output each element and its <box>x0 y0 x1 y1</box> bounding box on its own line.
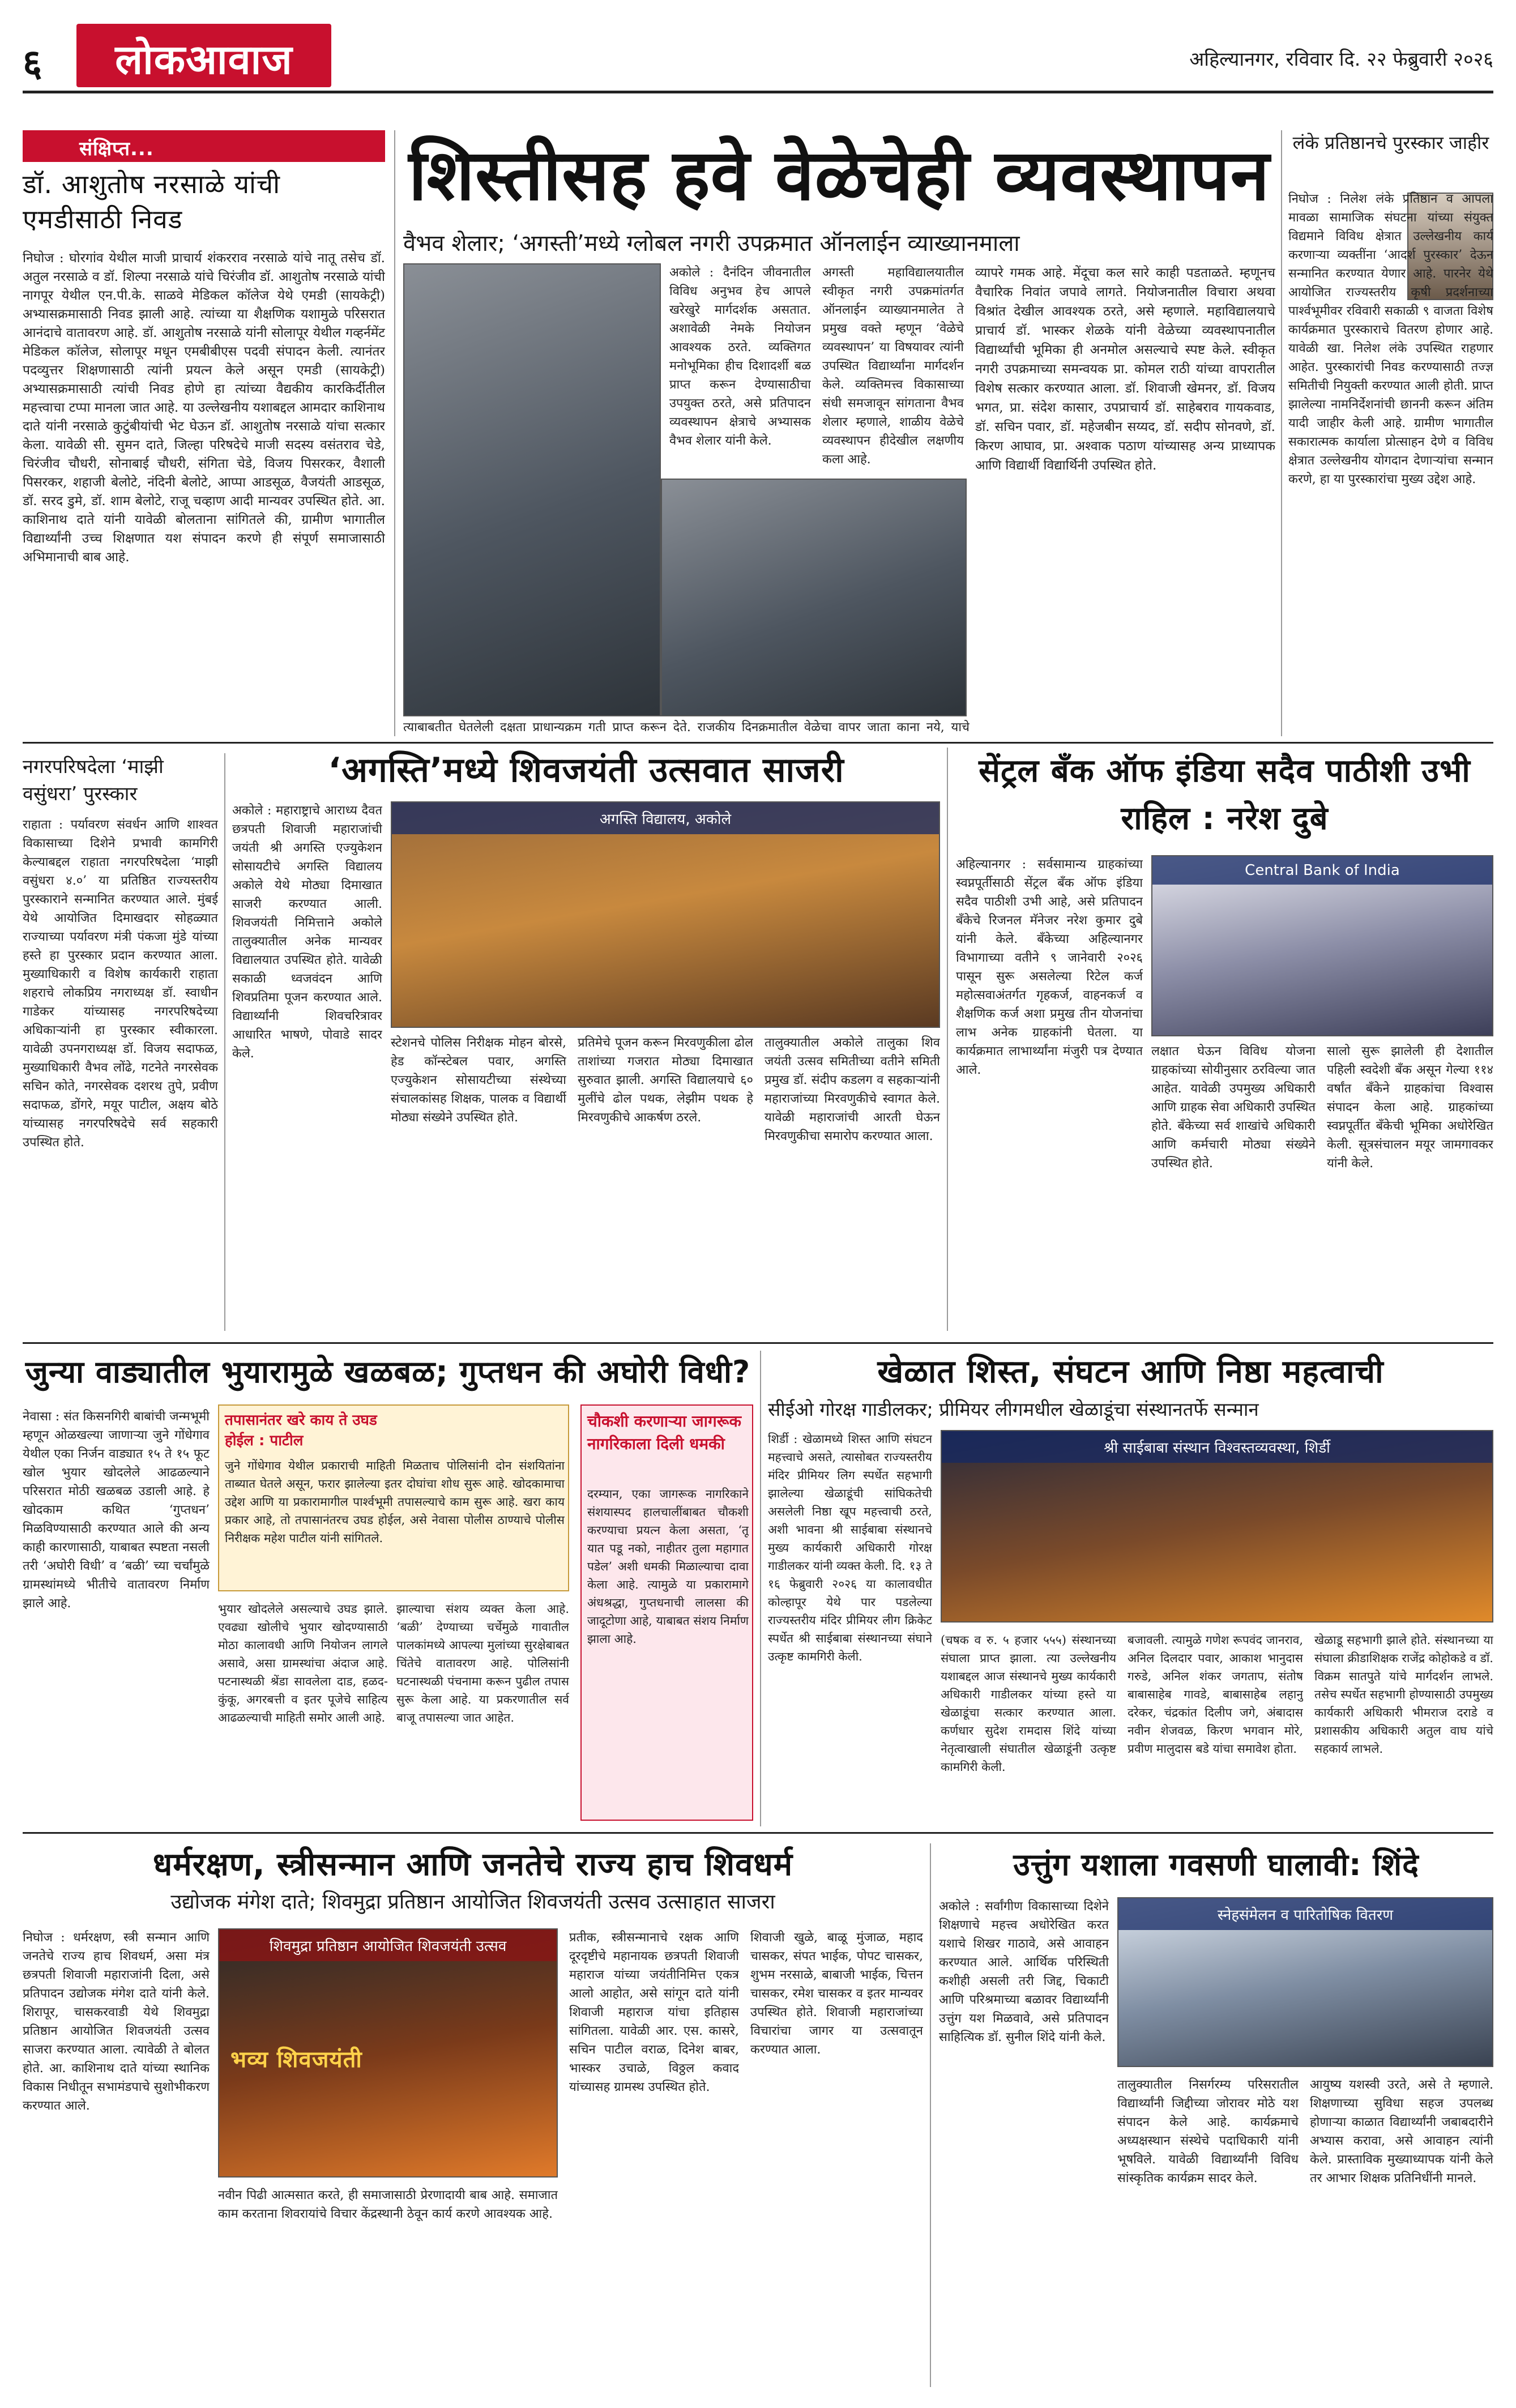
section-rule <box>23 1342 1493 1344</box>
shivjayanti-photo <box>391 801 940 1028</box>
shivjayanti-col-3: तालुक्यातील अकोले तालुका शिव जयंती उत्सव समितीच्या वतीने समिती प्रमुख डॉ. संदीप कडलग व सहकाऱ्यांनी महाराजांच्या मिरवणुकीचे स्वागत केले. यावेळी महाराजांची आरती घेऊन मिरवणुकीचा समारोप करण्यात आला. <box>765 1036 940 1143</box>
main-col-3: व्यापरे गमक आहे. मेंदूचा कल सारे काही पडताळते. म्हणूनच वैचारिक निवांत जपावे लागते. नियोजनातील विचारा अथवा विश्रांत देखील आवश्यक ठरते, असे म्हणाले. महाविद्यालयाचे प्राचार्य डॉ. भास्कर शेळके यांनी वेळेच्या व्यवस्थापनातील विद्यार्थ्यांची भूमिका ही अनमोल असल्याचे स्पष्ट केले. स्वीकृत नगरी उपक्रमाच्या समन्वयक प्रा. कोमल राठी यांच्या वापरातील विशेष सत्कार करण्यात आला. डॉ. शिवाजी खेमनर, डॉ. विजय भगत, प्रा. संदेश कासार, उपप्राचार्य डॉ. साहेबराव गायकवाड, डॉ. सचिन पवार, डॉ. महेजबीन सय्यद, डॉ. सदीप सोनवणे, डॉ. किरण आघाव, प्रा. अश्वाक पठाण यांच्यासह अन्य प्राध्यापक आणि विद्यार्थी विद्यार्थिनी उपस्थित होते. <box>975 266 1275 473</box>
divider <box>930 1843 931 2387</box>
shivjayanti-body-left: अकोले : महाराष्ट्राचे आराध्य दैवत छत्रपती शिवाजी महाराजांची जयंती श्री अगस्ति एज्युकेशन सोसायटीचे अगस्ति विद्यालय अकोले येथे मोठ्या दिमाखात साजरी करण्यात आली. शिवजयंती निमित्ताने अकोले तालुक्यातील अनेक मान्यवर विद्यालयात उपस्थित होते. यावेळी सकाळी ध्वजवंदन आणि शिवप्रतिमा पूजन करण्यात आले. विद्यार्थ्यांनी शिवचरित्रावर आधारित भाषणे, पोवाडे सादर केले. <box>232 804 382 1061</box>
tunnel-col-1: भुयार खोदलेले असल्याचे उघड झाले. एवढ्या खोलीचे भुयार खोदण्यासाठी मोठा कालावधी आणि नियोजन लागले असावे, असा ग्रामस्थांचा अंदाज आहे. पटनास्थळी श्रेंडा सावलेला दाड, हळद-कुंकू, अगरबत्ती व इतर पूजेचे साहित्य आढळल्याची माहिती समोर आली आहे. <box>218 1602 388 1724</box>
shinde-section <box>939 1843 1493 2387</box>
brief-tag-label: संक्षिप्त... <box>79 138 154 160</box>
shivjayanti-photo-label: अगस्ति विद्यालय, अकोले <box>392 802 939 834</box>
shivjayanti-col-1: स्टेशनचे पोलिस निरीक्षक मोहन बोरसे, हेड कॉन्स्टेबल पवार, अगस्ति एज्युकेशन सोसायटीच्या संस्थेच्या संचालकांसह शिक्षक, पालक व विद्यार्थी मोठ्या संख्येने उपस्थित होते. <box>391 1036 566 1125</box>
tunnel-headline: जुन्या वाड्यातील भुयारामुळे खळबळ; गुप्तधन की अघोरी विधी? <box>25 1354 751 1390</box>
brief-body: निघोज : घोरगांव येथील माजी प्राचार्य शंकरराव नरसाळे यांचे नातू तसेच डॉ. अतुल नरसाळे व डॉ. शिल्पा नरसाळे यांचे चिरंजीव डॉ. आशुतोष नरसाळे यांची नागपूर येथील एन.पी.के. साळवे मेडिकल कॉलेज येथे एमडी (सायकेट्री) अभ्यासक्रमासाठी निवड झाली आहे. त्यांच्या या शैक्षणिक यशामुळे परिसरात आनंदाचे वातावरण आहे. डॉ. आशुतोष नरसाळे यांनी सोलापूर येथील गव्हर्नमेंट मेडिकल कॉलेज, सोलापूर मधून एमबीबीएस पदवी संपादन केली. त्यानंतर पदव्युत्तर शिक्षणासाठी त्यांनी प्रयत्न केले असून एमडी (सायकेट्री) अभ्यासक्रमासाठी त्यांची निवड होणे हा त्यांच्या वैद्यकीय कारकिर्दीतील महत्त्वाचा टप्पा मानला जात आहे. या उल्लेखनीय यशाबद्दल आमदार काशिनाथ दाते यांनी नरसाळे कुटुंबीयांची भेट घेऊन डॉ. आशुतोष नरसाळे यांचा सत्कार केला. यावेळी सी. सुमन दाते, जिल्हा परिषदेचे माजी सदस्य वसंतराव चेडे, चिरंजीव चौधरी, सोनाबाई चौधरी, संगिता चेडे, विजय पिसरकर, वैशाली पिसरकर, शहाजी बेलोटे, नंदिनी बेलोटे, आप्पा आडसूळ, वैजयंती आडसूळ, डॉ. सरद डुमे, डॉ. शाम बेलोटे, राजू चव्हाण आदी मान्यवर उपस्थित होते. आ. काशिनाथ दाते यांनी यावेळी बोलताना सांगितले की, ग्रामीण भागातील विद्यार्थ्यांनी उच्च शिक्षणात यश संपादन करणे ही संपूर्ण समाजासाठी अभिमानाची बाब आहे. <box>23 251 385 565</box>
main-col-2: अगस्ती महाविद्यालयातील स्वीकृत नगरी उपक्रमांतर्गत ऑनलाईन व्याख्यानमालेत ते प्रमुख वक्ते म्हणून ‘वेळेचे व्यवस्थापन’ या विषयावर त्यांनी उपस्थित विद्यार्थ्यांना मार्गदर्शन केले. व्यक्तिमत्त्व विकासाच्या संधी समजावून सांगताना वैभव शेलार म्हणाले, शाळीय वेळेचे व्यवस्थापन हीदेखील लक्षणीय कला आहे. <box>822 266 964 467</box>
main-story <box>403 130 1275 736</box>
tunnel-section <box>23 1351 753 1826</box>
sports-photo-label: श्री साईबाबा संस्थान विश्वस्तव्यवस्था, शिर्डी <box>942 1431 1492 1463</box>
shivjayanti-headline: ‘अगस्ति’मध्ये शिवजयंती उत्सवात साजरी <box>328 750 844 790</box>
patil-box-body: जुने गोंधेगाव येथील प्रकाराची माहिती मिळताच पोलिसांनी दोन संशयितांना ताब्यात घेतले असून, फरार झालेल्या इतर दोघांचा शोध सुरू आहे. खोदकामाचा उद्देश आणि या प्रकारामागील पार्श्वभूमी तपासल्याचे काम सुरू आहे. खरा काय प्रकार आहे, तो तपासानंतरच उघड होईल, असे नेवासा पोलीस ठाण्याचे पोलीस निरीक्षक महेश पाटील यांनी सांगितले. <box>225 1459 565 1545</box>
shivdharma-col-2: शिवाजी खुळे, बाळू मुंजाळ, महाद चासकर, संपत भाईक, पोपट चासकर, शुभम नरसाळे, बाबाजी भाईक, चित्तन चासकर, रमेश चासकर व इतर मान्यवर उपस्थित होते. शिवाजी महाराजांच्या विचारांचा जागर या उत्सवातून करण्यात आला. <box>750 1931 923 2057</box>
divider <box>224 753 225 1331</box>
sports-col-1: (चषक व रु. ५ हजार ५५५) संस्थानच्या संघाला प्राप्त झाला. त्या उल्लेखनीय यशाबद्दल आज संस्थानचे मुख्य कार्यकारी अधिकारी गाडीलकर यांच्या हस्ते या खेळाडूंचा सत्कार करण्यात आला. कर्णधार सुदेश रामदास शिंदे यांच्या नेतृत्वाखाली संघातील खेळाडूंनी उत्कृष्ट कामगिरी केली. <box>941 1633 1116 1774</box>
sports-col-2: बजावली. त्यामुळे गणेश रूपवंद जानराव, अनिल दिलदार पवार, आकाश भानुदास गरुडे, अनिल शंकर जगताप, संतोष बाबासाहेब गावडे, बाबासाहेब लहानु दरेकर, चंद्रकांत दिलीप जगे, अंबादास नवीन शेजवळ, किरण भगवान मोरे, प्रवीण मालुदास बडे यांचा समावेश होता. <box>1128 1633 1303 1756</box>
shinde-body-left: अकोले : सर्वांगीण विकासाच्या दिशेने शिक्षणाचे महत्त्व अधोरेखित करत यशाचे शिखर गाठावे, असे आवाहन करण्यात आले. आर्थिक परिस्थिती कशीही असली तरी जिद्द, चिकाटी आणि परिश्रमाच्या बळावर विद्यार्थ्यांनी उत्तुंग यश मिळवावे, असे प्रतिपादन साहित्यिक डॉ. सुनील शिंदे यांनी केले. <box>939 1899 1109 2044</box>
threat-box <box>580 1404 753 1821</box>
central-bank-body-left: अहिल्यानगर : सर्वसामान्य ग्राहकांच्या स्वप्नपूर्तीसाठी सेंट्रल बँक ऑफ इंडिया सदैव पाठीशी उभी आहे, असे प्रतिपादन बँकेचे रिजनल मॅनेजर नरेश कुमार दुबे यांनी केले. बँकेच्या अहिल्यानगर विभागाच्या वतीने ९ जानेवारी २०२६ पासून सुरू असलेल्या रिटेल कर्ज महोत्सवाअंतर्गत गृहकर्ज, वाहनकर्ज व शैक्षणिक कर्ज अशा प्रमुख तीन योजनांचा लाभ अनेक ग्राहकांनी घेतला. या कार्यक्रमात लाभार्थ्यांना मंजुरी पत्र देण्यात आले. <box>956 857 1143 1077</box>
main-photo-caption: त्याबाबतीत घेतलेली दक्षता प्राधान्यक्रम गती प्राप्त करून देते. राजकीय दिनक्रमातील वेळेचा वापर जाता काना नये, याचे <box>403 720 970 735</box>
shivdharma-caption: नवीन पिढी आत्मसात करते, ही समाजासाठी प्रेरणादायी बाब आहे. समाजात काम करताना शिवरायांचे विचार केंद्रस्थानी ठेवून कार्य करणे आवश्यक आहे. <box>218 2188 558 2221</box>
central-bank-headline: सेंट्रल बँक ऑफ इंडिया सदैव पाठीशी उभी राहिल : नरेश दुबे <box>979 753 1471 837</box>
shivjayanti-section <box>232 748 940 1337</box>
sports-photo <box>941 1430 1493 1623</box>
shinde-photo-label: स्नेहसंमेलन व पारितोषिक वितरण <box>1118 1898 1492 1930</box>
shivdharma-section <box>23 1843 923 2387</box>
main-col-1: अकोले : दैनंदिन जीवनातील विविध अनुभव हेच आपले खरेखुरे मार्गदर्शक असतात. अशावेळी नेमके नियोजन आवश्यक ठरते. व्यक्तिगत मनोभूमिका हीच दिशादर्शी बळ प्राप्त करून देण्यासाठीचा उपयुक्त ठरते, असे प्रतिपादन व्यवस्थापन क्षेत्राचे अभ्यासक वैभव शेलार यांनी केले. <box>669 266 811 448</box>
brief-headline: डॉ. आशुतोष नरसाळे यांची एमडीसाठी निवड <box>23 169 281 234</box>
shivdharma-photo <box>218 1928 558 2178</box>
sports-col-3: खेळाडू सहभागी झाले होते. संस्थानच्या या संघाला क्रीडाशिक्षक राजेंद्र कोहोकडे व डॉ. विक्रम सातपुते यांचे मार्गदर्शन लाभले. तसेच स्पर्धेत सहभागी होण्यासाठी उपमुख्य कार्यकारी अधिकारी भीमराज दराडे व प्रशासकीय अधिकारी अतुल वाघ यांचे सहकार्य लाभले. <box>1314 1633 1493 1756</box>
sports-section <box>768 1351 1493 1826</box>
main-photo <box>403 263 661 716</box>
section-rule <box>23 742 1493 744</box>
shivdharma-col-1: प्रतीक, स्त्रीसन्मानाचे रक्षक आणि दूरदृष्टीचे महानायक छत्रपती शिवाजी महाराज यांच्या जयंतीनिमित्त एकत्र आलो आहोत, असे सांगून दाते यांनी शिवाजी महाराज यांचा इतिहास सांगितला. यावेळी आर. एस. कासरे, सचिन पाटील वराळ, दिनेश बाबर, भास्कर उचाळे, विठ्ठल कवाद यांच्यासह ग्रामस्थ उपस्थित होते. <box>569 1931 739 2094</box>
divider <box>1281 130 1282 736</box>
shivdharma-photo-banner: भव्य शिवजयंती <box>230 2047 362 2073</box>
shivdharma-subhead: उद्योजक मंगेश दाते; शिवमुद्रा प्रतिष्ठान आयोजित शिवजयंती उत्सव उत्साहात साजरा <box>170 1890 775 1914</box>
dateline: अहिल्यानगर, रविवार दि. २२ फेब्रुवारी २०२६ <box>1189 48 1493 71</box>
divider <box>394 130 395 736</box>
central-bank-col-1: लक्षात घेऊन विविध योजना ग्राहकांच्या सोयीनुसार ठरविल्या जात आहेत. यावेळी उपमुख्य अधिकारी आणि ग्राहक सेवा अधिकारी उपस्थित होते. बँकेच्या सर्व शाखांचे अधिकारी आणि कर्मचारी मोठ्या संख्येने उपस्थित होते. <box>1151 1044 1316 1171</box>
main-headline: शिस्तीसह हवे वेळेचेही व्यवस्थापन <box>408 135 1270 216</box>
shivjayanti-col-2: प्रतिमेचे पूजन करून मिरवणुकीला ढोल ताशांच्या गजरात मोठ्या दिमाखात सुरुवात झाली. अगस्ति विद्यालयाचे ६० मुलींचे ढोल पथक, लेझीम पथक हे मिरवणुकीचे आकर्षण ठरले. <box>578 1036 753 1125</box>
patil-box <box>218 1404 569 1591</box>
main-subhead: वैभव शेलार; ‘अगस्ती’मध्ये ग्लोबल नगरी उपक्रमात ऑनलाईन व्याख्यानमाला <box>403 230 1020 257</box>
page-number: ६ <box>23 41 43 85</box>
shinde-photo <box>1117 1897 1493 2067</box>
shivdharma-body-left: निघोज : धर्मरक्षण, स्त्री सन्मान आणि जनतेचे राज्य हाच शिवधर्म, असा मंत्र छत्रपती शिवाजी महाराजांनी दिला, असे प्रतिपादन उद्योजक मंगेश दाते यांनी केले. शिरापूर, चासकरवाडी येथे शिवमुद्रा प्रतिष्ठान आयोजित शिवजयंती उत्सव साजरा करण्यात आला. त्यावेळी ते बोलत होते. आ. काशिनाथ दाते यांच्या स्थानिक विकास निधीतून सभामंडपाचे सुशोभीकरण करण्यात आले. <box>23 1931 210 2113</box>
vasundhara-body: राहाता : पर्यावरण संवर्धन आणि शाश्वत विकासाच्या दिशेने प्रभावी कामगिरी केल्याबद्दल राहाता नगरपरिषदेला ‘माझी वसुंधरा ४.०’ या प्रतिष्ठित राज्यस्तरीय पुरस्काराने सन्मानित करण्यात आले. मुंबई येथे आयोजित दिमाखदार सोहळ्यात राज्याच्या पर्यावरण मंत्री पंकजा मुंडे यांच्या हस्ते हा पुरस्कार प्रदान करण्यात आला. मुख्याधिकारी व विशेष कार्यकारी राहाता शहराचे लोकप्रिय नगराध्यक्ष डॉ. स्वाधीन गाडेकर यांच्यासह नगरपरिषदेच्या अधिकाऱ्यांनी हा पुरस्कार स्वीकारला. यावेळी उपनगराध्यक्ष डॉ. विजय सदाफळ, मुख्याधिकारी वैभव लोंढे, गटनेते नगरसेवक सचिन कोते, नगरसेवक दशरथ तुपे, प्रवीण सदाफळ, डोंगरे, मयूर पाटील, अक्षय बोठे यांच्यासह नगरपरिषदेचे सर्व सहकारी उपस्थित होते. <box>23 818 218 1150</box>
sports-body-left: शिर्डी : खेळामध्ये शिस्त आणि संघटन महत्त्वाचे असते, त्यासोबत राज्यस्तरीय मंदिर प्रीमियर लिग स्पर्धेत सहभागी झालेल्या खेळाडूंची सांघिकतेची असलेली निष्ठा खूप महत्त्वाची ठरते, अशी भावना श्री साईबाबा संस्थानचे मुख्य कार्यकारी अधिकारी गोरक्ष गाडीलकर यांनी व्यक्त केली. दि. १३ ते १६ फेब्रुवारी २०२६ या कालावधीत कोल्हापूर येथे पार पडलेल्या राज्यस्तरीय मंदिर प्रीमियर लीग क्रिकेट स्पर्धेत श्री साईबाबा संस्थानच्या संघाने उत्कृष्ट कामगिरी केली. <box>768 1432 932 1663</box>
main-photo-wide <box>661 479 967 716</box>
award-body: निघोज : निलेश लंके प्रतिष्ठान व आपला मावळा सामाजिक संघटना यांच्या संयुक्त विद्यमाने विविध क्षेत्रात उल्लेखनीय कार्य करणाऱ्या व्यक्तींना ‘आदर्श पुरस्कार’ देऊन सन्मानित करण्यात येणार आहे. पारनेर येथे आयोजित राज्यस्तरीय कृषी प्रदर्शनाच्या पार्श्वभूमीवर रविवारी सकाळी ९ वाजता विशेष कार्यक्रमात पुरस्काराचे वितरण होणार आहे. यावेळी खा. निलेश लंके उपस्थित राहणार आहेत. पुरस्कारांची निवड करण्यासाठी तज्ज्ञ समितीची नियुक्ती करण्यात आली होती. प्राप्त झालेल्या नामनिर्देशनांची छाननी करून अंतिम यादी जाहीर केली आहे. ग्रामीण भागातील सकारात्मक कार्याला प्रोत्साहन देणे व विविध क्षेत्रात उल्लेखनीय योगदान देणाऱ्यांचा सन्मान करणे, हा या पुरस्कारांचा मुख्य उद्देश आहे. <box>1288 192 1493 486</box>
tunnel-col-2: झाल्याचा संशय व्यक्त केला आहे. ‘बळी’ देण्याच्या चर्चेमुळे गावातील पालकांमध्ये आपल्या मुलांच्या सुरक्षेबाबत चिंतेचे वातावरण आहे. पोलिसांनी घटनास्थळी पंचनामा करून पुढील तपास सुरू केला आहे. या प्रकरणातील सर्व बाजू तपासल्या जात आहेत. <box>396 1602 569 1724</box>
award-section <box>1288 130 1493 736</box>
masthead-rule <box>23 91 1493 93</box>
central-bank-section <box>956 748 1493 1337</box>
threat-box-body: दरम्यान, एका जागरूक नागरिकाने संशयास्पद हालचालींबाबत चौकशी करण्याचा प्रयत्न केला असता, ‘तू यात पडू नको, नाहीतर तुला महागात पडेल’ अशी धमकी मिळाल्याचा दावा केला आहे. त्यामुळे या प्रकारामागे अंधश्रद्धा, गुप्तधनाची लालसा की जादूटोणा आहे, याबाबत संशय निर्माण झाला आहे. <box>587 1487 749 1646</box>
paper-logo <box>76 24 331 87</box>
divider <box>760 1351 761 1826</box>
central-bank-photo-label: Central Bank of India <box>1152 856 1492 885</box>
vasundhara-headline: नगरपरिषदेला ‘माझी वसुंधरा’ पुरस्कार <box>23 755 164 805</box>
sports-subhead: सीईओ गोरक्ष गाडीलकर; प्रीमियर लीगमधील खेळाडूंचा संस्थानतर्फे सन्मान <box>768 1398 1259 1420</box>
divider <box>947 748 948 1331</box>
shivdharma-headline: धर्मरक्षण, स्त्रीसन्मान आणि जनतेचे राज्य हाच शिवधर्म <box>152 1846 793 1883</box>
patil-box-title: तपासानंतर खरे काय ते उघड होईल : पाटील <box>225 1412 377 1449</box>
award-headline: लंके प्रतिष्ठानचे पुरस्कार जाहीर <box>1292 132 1489 153</box>
shinde-col-1: तालुक्यातील निसर्गरम्य परिसरातील विद्यार्थ्यांनी जिद्दीच्या जोरावर मोठे यश संपादन केले आहे. कार्यक्रमाचे अध्यक्षस्थान संस्थेचे पदाधिकारी यांनी भूषविले. यावेळी विद्यार्थ्यांनी विविध सांस्कृतिक कार्यक्रम सादर केले. <box>1117 2078 1299 2185</box>
tunnel-body-left: नेवासा : संत किसनगिरी बाबांची जन्मभूमी म्हणून ओळखल्या जाणाऱ्या जुने गोंधेगाव येथील एका निर्जन वाड्यात १५ ते १५ फूट खोल भुयार खोदलेले आढळल्याने परिसरात मोठी खळबळ उडाली आहे. हे खोदकाम कथित ‘गुप्तधन’ मिळविण्यासाठी करण्यात आले की अन्य काही कारणासाठी, याबाबत स्पष्टता नसली तरी ‘अघोरी विधी’ व ‘बळी’ च्या चर्चांमुळे ग्रामस्थांमध्ये भीतीचे वातावरण निर्माण झाले आहे. <box>23 1410 210 1611</box>
section-rule <box>23 1832 1493 1834</box>
shinde-headline: उत्तुंग यशाला गवसणी घालावी: शिंदे <box>1013 1847 1419 1882</box>
shinde-col-2: आयुष्य यशस्वी उरते, असे ते म्हणाले. शिक्षणाच्या सुविधा सहज उपलब्ध होणाऱ्या काळात विद्यार्थ्यांनी जबाबदारीने अभ्यास करावा, असे आवाहन त्यांनी केले. प्रास्ताविक मुख्याध्यापक यांनी केले तर आभार शिक्षक प्रतिनिधींनी मानले. <box>1310 2078 1493 2185</box>
brief-section <box>23 130 385 753</box>
central-bank-col-2: सालो सुरू झालेली ही देशातील पहिली स्वदेशी बँक असून गेल्या ११४ वर्षांत बँकेने ग्राहकांचा विश्वास संपादन केला आहे. ग्राहकांच्या स्वप्नपूर्तीत बँकेची भूमिका अधोरेखित केली. सूत्रसंचालन मयूर जामगावकर यांनी केले. <box>1327 1044 1493 1171</box>
brief-tag <box>23 130 385 162</box>
central-bank-photo <box>1151 855 1493 1036</box>
paper-name: लोकआवाज <box>115 36 293 83</box>
vasundhara-section <box>23 753 218 1337</box>
sports-headline: खेळात शिस्त, संघटन आणि निष्ठा महत्वाची <box>877 1354 1384 1390</box>
threat-box-title: चौकशी करणाऱ्या जागरूक नागरिकाला दिली धमकी <box>587 1412 741 1453</box>
shivdharma-photo-label: शिवमुद्रा प्रतिष्ठान आयोजित शिवजयंती उत्सव <box>219 1929 557 1961</box>
